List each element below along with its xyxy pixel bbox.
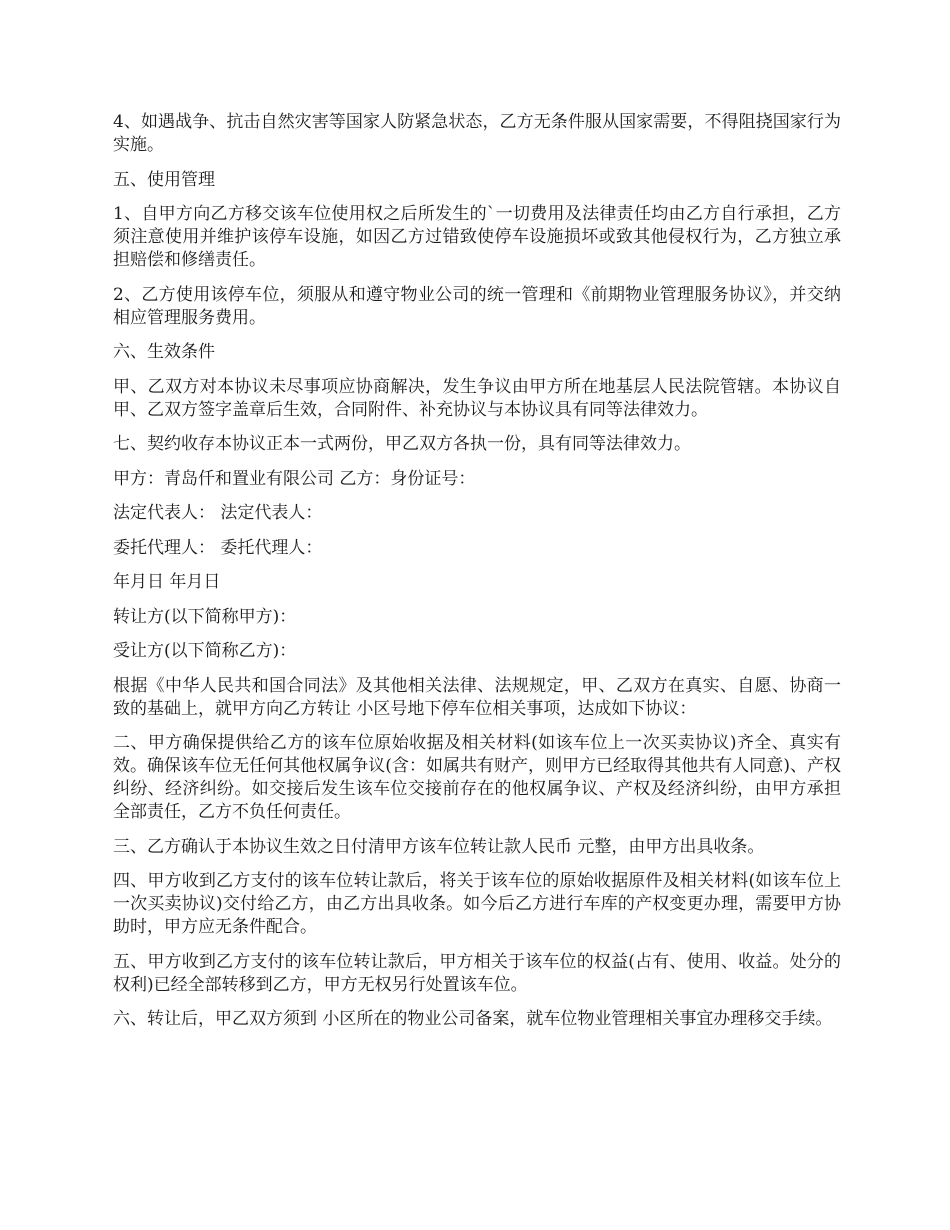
clause-6-property-filing: 六、转让后，甲乙双方须到 小区所在的物业公司备案，就车位物业管理相关事宜办理移交手续。: [113, 1009, 833, 1029]
clause-3-payment: 三、乙方确认于本协议生效之日付清甲方该车位转让款人民币 元整，由甲方出具收条。: [113, 836, 765, 857]
signature-dates: 年月日 年月日: [113, 572, 221, 592]
clause-4-emergency: 4、如遇战争、抗击自然灾害等国家人防紧急状态，乙方无条件服从国家需要，不得阻挠国家行为实施。: [113, 112, 841, 155]
clause-2-documents: 二、甲方确保提供给乙方的该车位原始收据及相关材料(如该车位上一次买卖协议)齐全、真实有效。确保该车位无任何其他权属争议(含：如属共有财产，则甲方已经取得其他共有人同意)、产权纠纷、经济纠纷。如交接后发生该车位交接前存在的他权属争议、产权及经济纠纷，由甲方承担全部责任，乙方不负任何责任。: [113, 733, 841, 822]
document-body: [113, 111, 841, 1043]
clause-5-rights-transfer: 五、甲方收到乙方支付的该车位转让款后，甲方相关于该车位的权益(占有、使用、收益。处分的权利)已经全部转移到乙方，甲方无权另行处置该车位。: [113, 951, 841, 995]
signature-authorized-agents: 委托代理人： 委托代理人：: [113, 537, 323, 558]
clause-7-copies: 七、契约收存本协议正本一式两份，甲乙双方各执一份，具有同等法律效力。: [113, 434, 691, 454]
clause-usage-2: 2、乙方使用该停车位，须服从和遵守物业公司的统一管理和《前期物业管理服务协议》，并交纳相应管理服务费用。: [113, 284, 841, 328]
signature-parties: 甲方：青岛仟和置业有限公司 乙方：身份证号：: [113, 468, 476, 489]
clause-4-handover: 四、甲方收到乙方支付的该车位转让款后，将关于该车位的原始收据原件及相关材料(如该车位上一次买卖协议)交付给乙方，由乙方出具收条。如今后乙方进行车库的产权变更办理，需要甲方协助时，甲方应无条件配合。: [113, 871, 841, 937]
agreement-preamble: 根据《中华人民共和国合同法》及其他相关法律、法规规定，甲、乙双方在真实、自愿、协商一致的基础上，就甲方向乙方转让 小区号地下停车位相关事项，达成如下协议：: [113, 675, 841, 719]
transferor-line: 转让方(以下简称甲方)：: [113, 606, 297, 627]
section-heading-usage-management: 五、使用管理: [113, 169, 215, 190]
clause-usage-1: 1、自甲方向乙方移交该车位使用权之后所发生的`一切费用及法律责任均由乙方自行承担，乙方须注意使用并维护该停车设施，如因乙方过错致使停车设施损坏或致其他侵权行为，乙方独立承担赔偿和修缮责任。: [113, 204, 841, 270]
transferee-line: 受让方(以下简称乙方)：: [113, 641, 297, 661]
clause-effective-conditions: 甲、乙双方对本协议未尽事项应协商解决，发生争议由甲方所在地基层人民法院管辖。本协议自甲、乙双方签字盖章后生效，合同附件、补充协议与本协议具有同等法律效力。: [113, 376, 841, 420]
signature-legal-representatives: 法定代表人： 法定代表人：: [113, 503, 323, 523]
section-heading-effective-conditions: 六、生效条件: [113, 342, 215, 362]
